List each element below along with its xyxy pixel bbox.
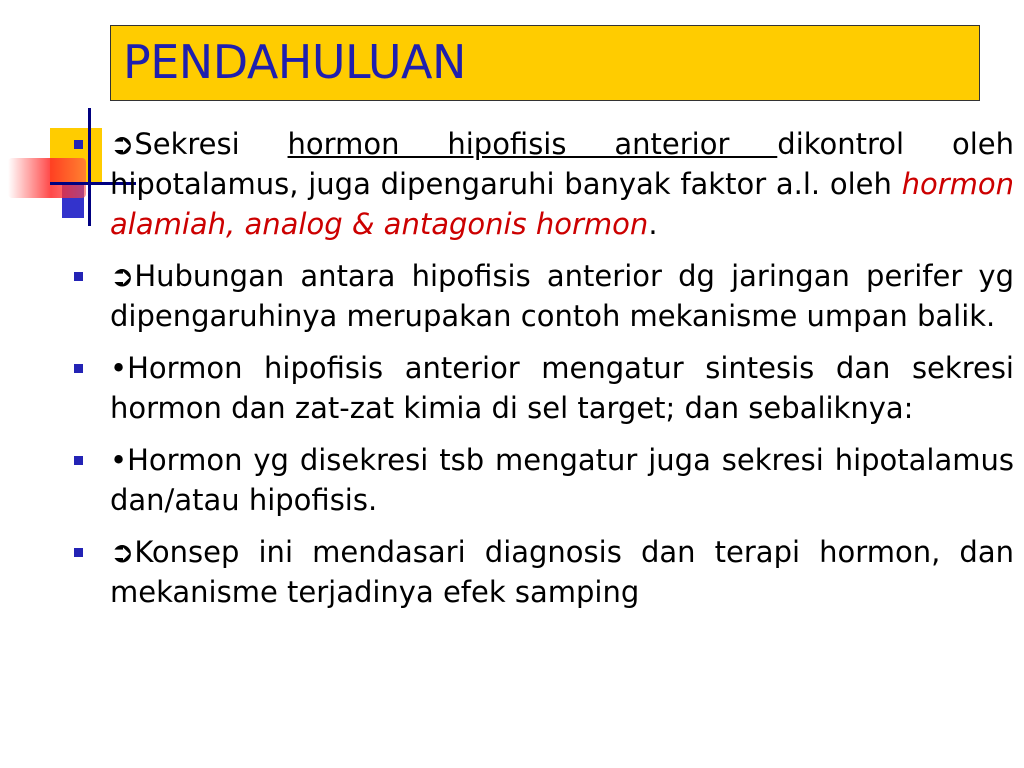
list-item [68,440,1014,520]
list-item [68,348,1014,428]
bullet-text: Hubungan antara hipofisis anterior dg jaringan perifer yg dipengaruhinya merupakan contoh mekanisme umpan balik. [110,259,1014,333]
bullet-text: Konsep ini mendasari diagnosis dan terapi hormon, dan mekanisme terjadinya efek samping [110,535,1014,609]
circled-arrow-icon: ➲ [110,127,135,161]
square-bullet-icon [74,456,83,465]
bullet-text: Hormon hipofisis anterior mengatur sintesis dan sekresi hormon dan zat-zat kimia di sel target; dan sebaliknya: [110,351,1014,425]
emphasis-text: hormon alamiah, analog & antagonis hormon [110,167,1014,241]
list-item [68,256,1014,336]
title-box [110,25,980,101]
square-bullet-icon [74,140,83,149]
circled-arrow-icon: ➲ [110,535,135,569]
underlined-term: hormon hipofisis anterior [287,127,778,161]
circled-arrow-icon: ➲ [110,259,135,293]
list-item [68,532,1014,612]
bullet-list [68,124,1014,624]
bullet-text: Hormon yg disekresi tsb mengatur juga sekresi hipotalamus dan/atau hipofisis. [110,443,1014,517]
dot-icon: • [110,443,128,477]
dot-icon: • [110,351,128,385]
bullet-text: dikontrol oleh hipotalamus, juga dipengaruhi banyak faktor a.l. oleh [110,127,1015,201]
square-bullet-icon [74,364,83,373]
square-bullet-icon [74,548,83,557]
page-title: PENDAHULUAN [123,35,466,89]
square-bullet-icon [74,272,83,281]
bullet-text: . [648,207,658,241]
bullet-text: Sekresi [134,127,288,161]
list-item [68,124,1014,244]
